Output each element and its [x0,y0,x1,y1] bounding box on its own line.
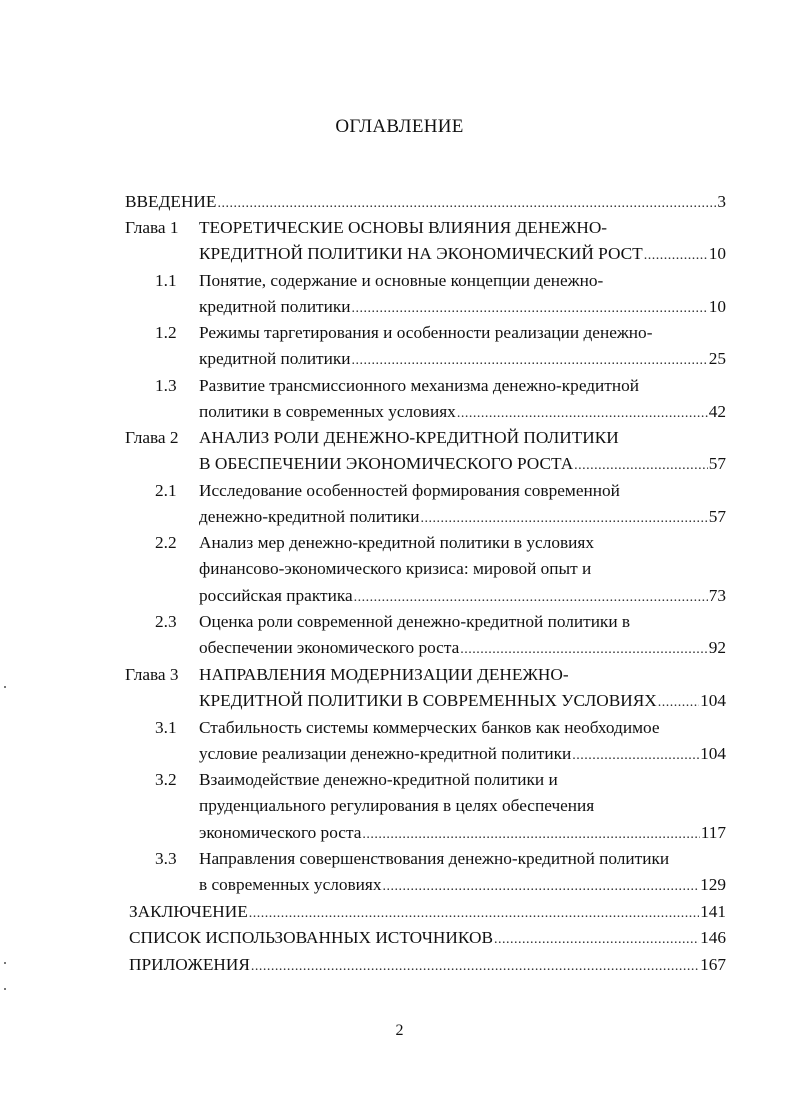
toc-entry-label: СПИСОК ИСПОЛЬЗОВАННЫХ ИСТОЧНИКОВ [129,928,493,947]
toc-entry-label: политики в современных условиях [199,402,456,421]
toc-page-number: 117 [700,823,726,842]
scan-speck [4,962,6,964]
section-number: 1.3 [155,376,177,395]
toc-entry-label: КРЕДИТНОЙ ПОЛИТИКИ В СОВРЕМЕННЫХ УСЛОВИЯХ [199,691,657,710]
leader-dots [251,954,699,980]
toc-entry-label: денежно-кредитной политики [199,507,420,526]
toc-entry-label: ТЕОРЕТИЧЕСКИЕ ОСНОВЫ ВЛИЯНИЯ ДЕНЕЖНО- [199,218,608,237]
section-number: 2.3 [155,612,177,631]
toc-entry-label: кредитной политики [199,349,351,368]
toc-entry-ch1[interactable] [199,241,726,267]
toc-entry-s3-1[interactable] [199,741,726,767]
chapter-number: Глава 3 [125,665,179,684]
toc-page-number: 146 [700,928,726,947]
leader-dots [572,743,699,769]
leader-dots [460,637,707,663]
toc-entry-label: ЗАКЛЮЧЕНИЕ [129,902,248,921]
section-number: 2.2 [155,533,177,552]
chapter-number: Глава 1 [125,218,179,237]
leader-dots [362,822,699,848]
toc-page-number: 92 [708,638,726,657]
toc-entry-label: НАПРАВЛЕНИЯ МОДЕРНИЗАЦИИ ДЕНЕЖНО- [199,665,569,684]
toc-entry-s2-1[interactable] [199,504,726,530]
toc-entry-s3-2-line1[interactable] [199,767,558,793]
toc-page-number: 25 [708,349,726,368]
section-number: 3.2 [155,770,177,789]
toc-entry-ch3[interactable] [199,688,726,714]
toc-entry-label: Направления совершенствования денежно-кредитной политики [199,849,670,868]
toc-entry-label: экономического роста [199,823,362,842]
toc-entry-s2-3-line1[interactable] [199,609,630,635]
toc-entry-s2-2-line1[interactable] [199,530,594,556]
toc-entry-label: в современных условиях [199,875,382,894]
toc-entry-ch1-line1[interactable] [199,215,607,241]
toc-entry-label: обеспечении экономического роста [199,638,460,657]
toc-entry-intro[interactable] [125,189,726,215]
toc-entry-s2-2[interactable] [199,583,726,609]
leader-dots [383,874,700,900]
leader-dots [249,901,699,927]
leader-dots [217,191,716,217]
toc-page-number: 10 [708,297,726,316]
toc-entry-ch2[interactable] [199,451,726,477]
leader-dots [644,243,708,269]
leader-dots [457,401,708,427]
toc-entry-label: Режимы таргетирования и особенности реализации денежно- [199,323,653,342]
toc-entry-conclusion[interactable] [129,899,726,925]
toc-entry-label: Анализ мер денежно-кредитной политики в условиях [199,533,594,552]
leader-dots [352,296,708,322]
toc-page-number: 57 [708,507,726,526]
toc-page-number: 104 [700,691,726,710]
leader-dots [420,506,707,532]
toc-entry-ch2-line1[interactable] [199,425,619,451]
scan-speck [4,686,6,688]
toc-page-number: 73 [708,586,726,605]
toc-entry-s1-2-line1[interactable] [199,320,652,346]
toc-entry-label: финансово-экономического кризиса: мировой опыт и [199,559,592,578]
leader-dots [352,348,708,374]
toc-entry-appendix[interactable] [129,952,726,978]
toc-entry-s1-2[interactable] [199,346,726,372]
toc-entry-s3-2[interactable] [199,820,726,846]
leader-dots [658,690,699,716]
toc-entry-s3-1-line1[interactable] [199,715,660,741]
page-title: ОГЛАВЛЕНИЕ [335,116,464,137]
toc-entry-s1-1[interactable] [199,294,726,320]
leader-dots [354,585,708,611]
toc-page-number: 42 [708,402,726,421]
toc-entry-s3-2-line2[interactable] [199,793,594,819]
toc-entry-label: ПРИЛОЖЕНИЯ [129,955,250,974]
toc-entry-s2-2-line2[interactable] [199,556,591,582]
leader-dots [494,927,699,953]
section-number: 3.1 [155,718,177,737]
toc-entry-label: российская практика [199,586,353,605]
toc-entry-label: АНАЛИЗ РОЛИ ДЕНЕЖНО-КРЕДИТНОЙ ПОЛИТИКИ [199,428,619,447]
toc-page-number: 141 [700,902,726,921]
toc-entry-s1-3[interactable] [199,399,726,425]
toc-page-number: 129 [700,875,726,894]
page-number: 2 [395,1022,404,1039]
toc-entry-label: КРЕДИТНОЙ ПОЛИТИКИ НА ЭКОНОМИЧЕСКИЙ РОСТ [199,244,643,263]
toc-entry-label: Взаимодействие денежно-кредитной политики и [199,770,558,789]
chapter-number: Глава 2 [125,428,179,447]
toc-entry-label: Исследование особенностей формирования современной [199,481,620,500]
toc-entry-s2-1-line1[interactable] [199,478,620,504]
toc-entry-label: пруденциального регулирования в целях обеспечения [199,796,595,815]
toc-entry-label: кредитной политики [199,297,351,316]
toc-page-number: 10 [708,244,726,263]
toc-entry-label: условие реализации денежно-кредитной политики [199,744,572,763]
toc-entry-label: Оценка роли современной денежно-кредитной политики в [199,612,631,631]
toc-entry-s3-3[interactable] [199,872,726,898]
section-number: 1.2 [155,323,177,342]
toc-entry-label: В ОБЕСПЕЧЕНИИ ЭКОНОМИЧЕСКОГО РОСТА [199,454,574,473]
section-number: 2.1 [155,481,177,500]
toc-entry-s2-3[interactable] [199,635,726,661]
toc-entry-label: Понятие, содержание и основные концепции денежно- [199,271,604,290]
section-number: 1.1 [155,271,177,290]
toc-entry-s1-3-line1[interactable] [199,373,639,399]
toc-page-number: 167 [700,955,726,974]
toc-page-number: 3 [717,192,726,211]
toc-entry-s1-1-line1[interactable] [199,268,603,294]
toc-entry-s3-3-line1[interactable] [199,846,669,872]
toc-entry-sources[interactable] [129,925,726,951]
leader-dots [574,453,708,479]
toc-entry-ch3-line1[interactable] [199,662,569,688]
toc-entry-label: Развитие трансмиссионного механизма денежно-кредитной [199,376,639,395]
toc-entry-label: ВВЕДЕНИЕ [125,192,217,211]
scan-speck [4,988,6,990]
section-number: 3.3 [155,849,177,868]
toc-page-number: 57 [708,454,726,473]
toc-entry-label: Стабильность системы коммерческих банков как необходимое [199,718,660,737]
toc-page-number: 104 [700,744,726,763]
